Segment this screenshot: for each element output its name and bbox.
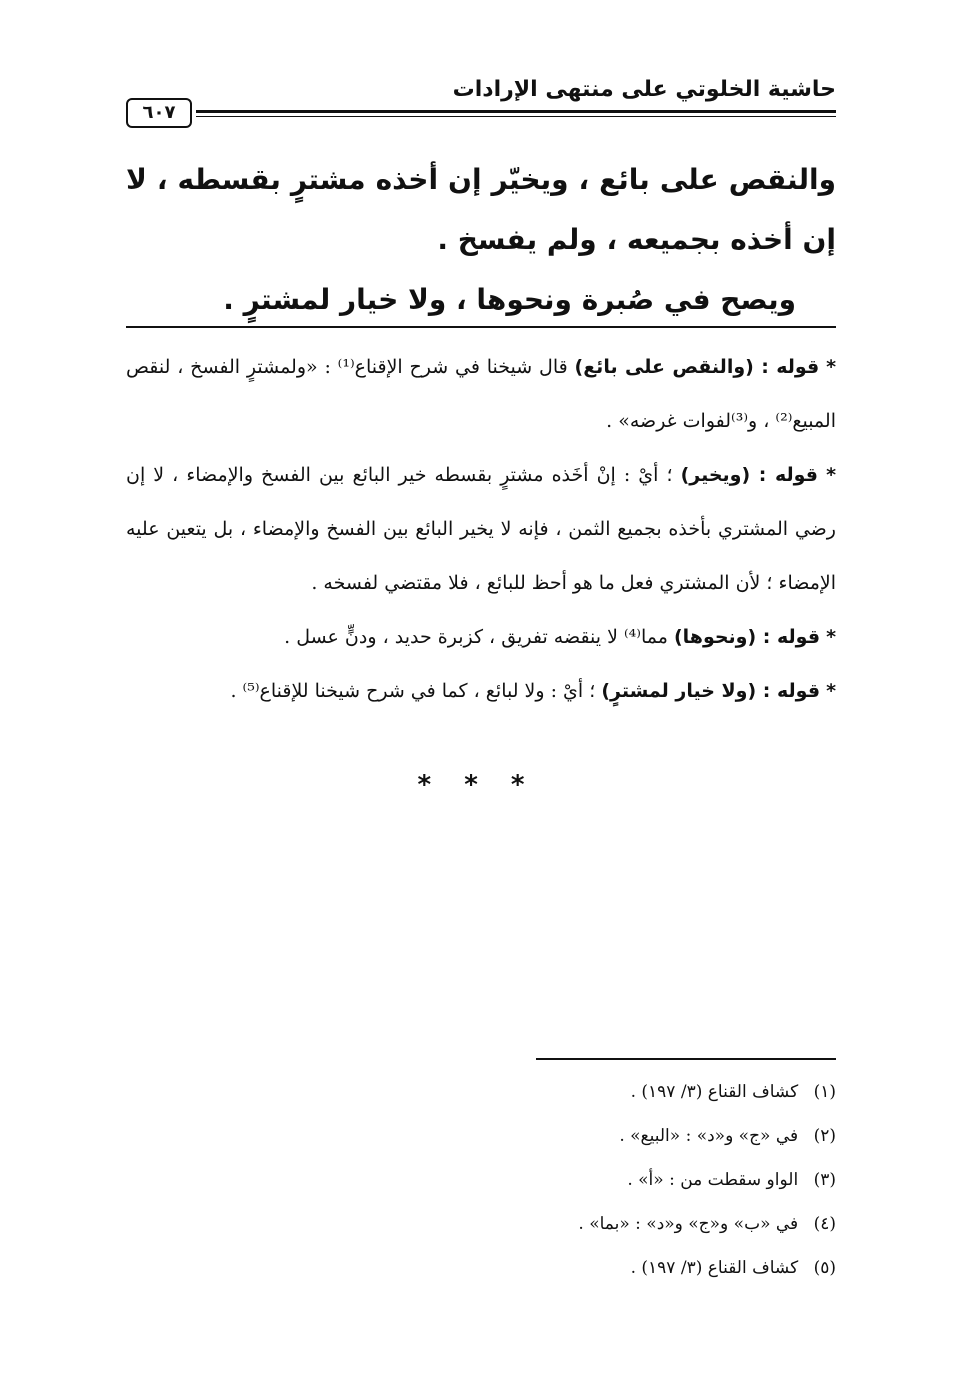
commentary-text-2: ؛ أيْ : إنْ أخَذه مشترٍ بقسطه خير البائع بين الفسخ والإمضاء ، لا إن رضي المشتري بأخذه بجميع الثمن ، فإنه لا يخير البائع بين الفسخ والإمضاء ، بل يتعين عليه الإمضاء ؛ لأن المشتري فعل ما هو أحظ للبائع ، فلا مقتضي لفسخه . bbox=[126, 464, 836, 594]
commentary-label-1: قوله : (والنقص على بائع) bbox=[574, 356, 820, 378]
running-header-title: حاشية الخلوتي على منتهى الإرادات bbox=[452, 77, 836, 102]
commentary-paragraph-4 bbox=[126, 664, 836, 718]
footnote-text: كشاف القناع (٣/ ١٩٧) . bbox=[630, 1082, 799, 1102]
main-text bbox=[126, 150, 836, 330]
commentary-paragraph-2 bbox=[126, 448, 836, 610]
footnote-text: في «ج» و«د» : «البيع» . bbox=[619, 1126, 799, 1146]
commentary-text-1: قال شيخنا في شرح الإقناع⁽¹⁾ : «ولمشترٍ الفسخ ، لنقص المبيع⁽²⁾ ، و⁽³⁾لفوات غرضه» . bbox=[126, 356, 836, 432]
footnotes bbox=[126, 1070, 836, 1290]
commentary-label-3: قوله : (ونحوها) bbox=[673, 626, 821, 648]
footnote-text: الواو سقطت من : «أ» . bbox=[627, 1170, 799, 1190]
footnote-number: (٣) bbox=[813, 1170, 836, 1190]
footnote-item bbox=[126, 1246, 836, 1290]
footnote-number: (١) bbox=[813, 1082, 836, 1102]
footnote-number: (٤) bbox=[813, 1214, 836, 1234]
commentary-label-4: قوله : (ولا خيار لمشترٍ) bbox=[601, 680, 821, 702]
commentary-text-4: ؛ أيْ : ولا لبائع ، كما في شرح شيخنا للإقناع⁽⁵⁾ . bbox=[230, 680, 602, 702]
footnote-item bbox=[126, 1070, 836, 1114]
bullet-star-icon: * bbox=[826, 680, 836, 702]
section-end-asterisks: * * * bbox=[417, 770, 537, 800]
footnote-item bbox=[126, 1114, 836, 1158]
bullet-star-icon: * bbox=[826, 356, 836, 378]
bullet-star-icon: * bbox=[826, 464, 836, 486]
footnote-item bbox=[126, 1202, 836, 1246]
bullet-star-icon: * bbox=[826, 626, 836, 648]
footnote-number: (٢) bbox=[813, 1126, 836, 1146]
footnote-rule bbox=[536, 1058, 836, 1060]
commentary-text-3: مما⁽⁴⁾ لا ينقضه تفريق ، كزبرة حديد ، ودنٍّ عسل . bbox=[284, 626, 674, 648]
section-divider bbox=[126, 326, 836, 328]
main-text-line-2: ويصح في صُبرة ونحوها ، ولا خيار لمشترٍ . bbox=[223, 283, 796, 316]
header-rule bbox=[196, 110, 836, 117]
commentary-paragraph-1 bbox=[126, 340, 836, 448]
commentary-label-2: قوله : (ويخير) bbox=[680, 464, 819, 486]
footnote-text: كشاف القناع (٣/ ١٩٧) . bbox=[630, 1258, 799, 1278]
footnote-number: (٥) bbox=[813, 1258, 836, 1278]
footnote-text: في «ب» و«ج» و«د» : «بما» . bbox=[578, 1214, 799, 1234]
footnote-item bbox=[126, 1158, 836, 1202]
commentary bbox=[126, 340, 836, 718]
commentary-paragraph-3 bbox=[126, 610, 836, 664]
main-text-line-1: والنقص على بائع ، ويخيّر إن أخذه مشترٍ بقسطه ، لا إن أخذه بجميعه ، ولم يفسخ . bbox=[126, 163, 836, 256]
page-number: ٦٠٧ bbox=[126, 98, 192, 128]
